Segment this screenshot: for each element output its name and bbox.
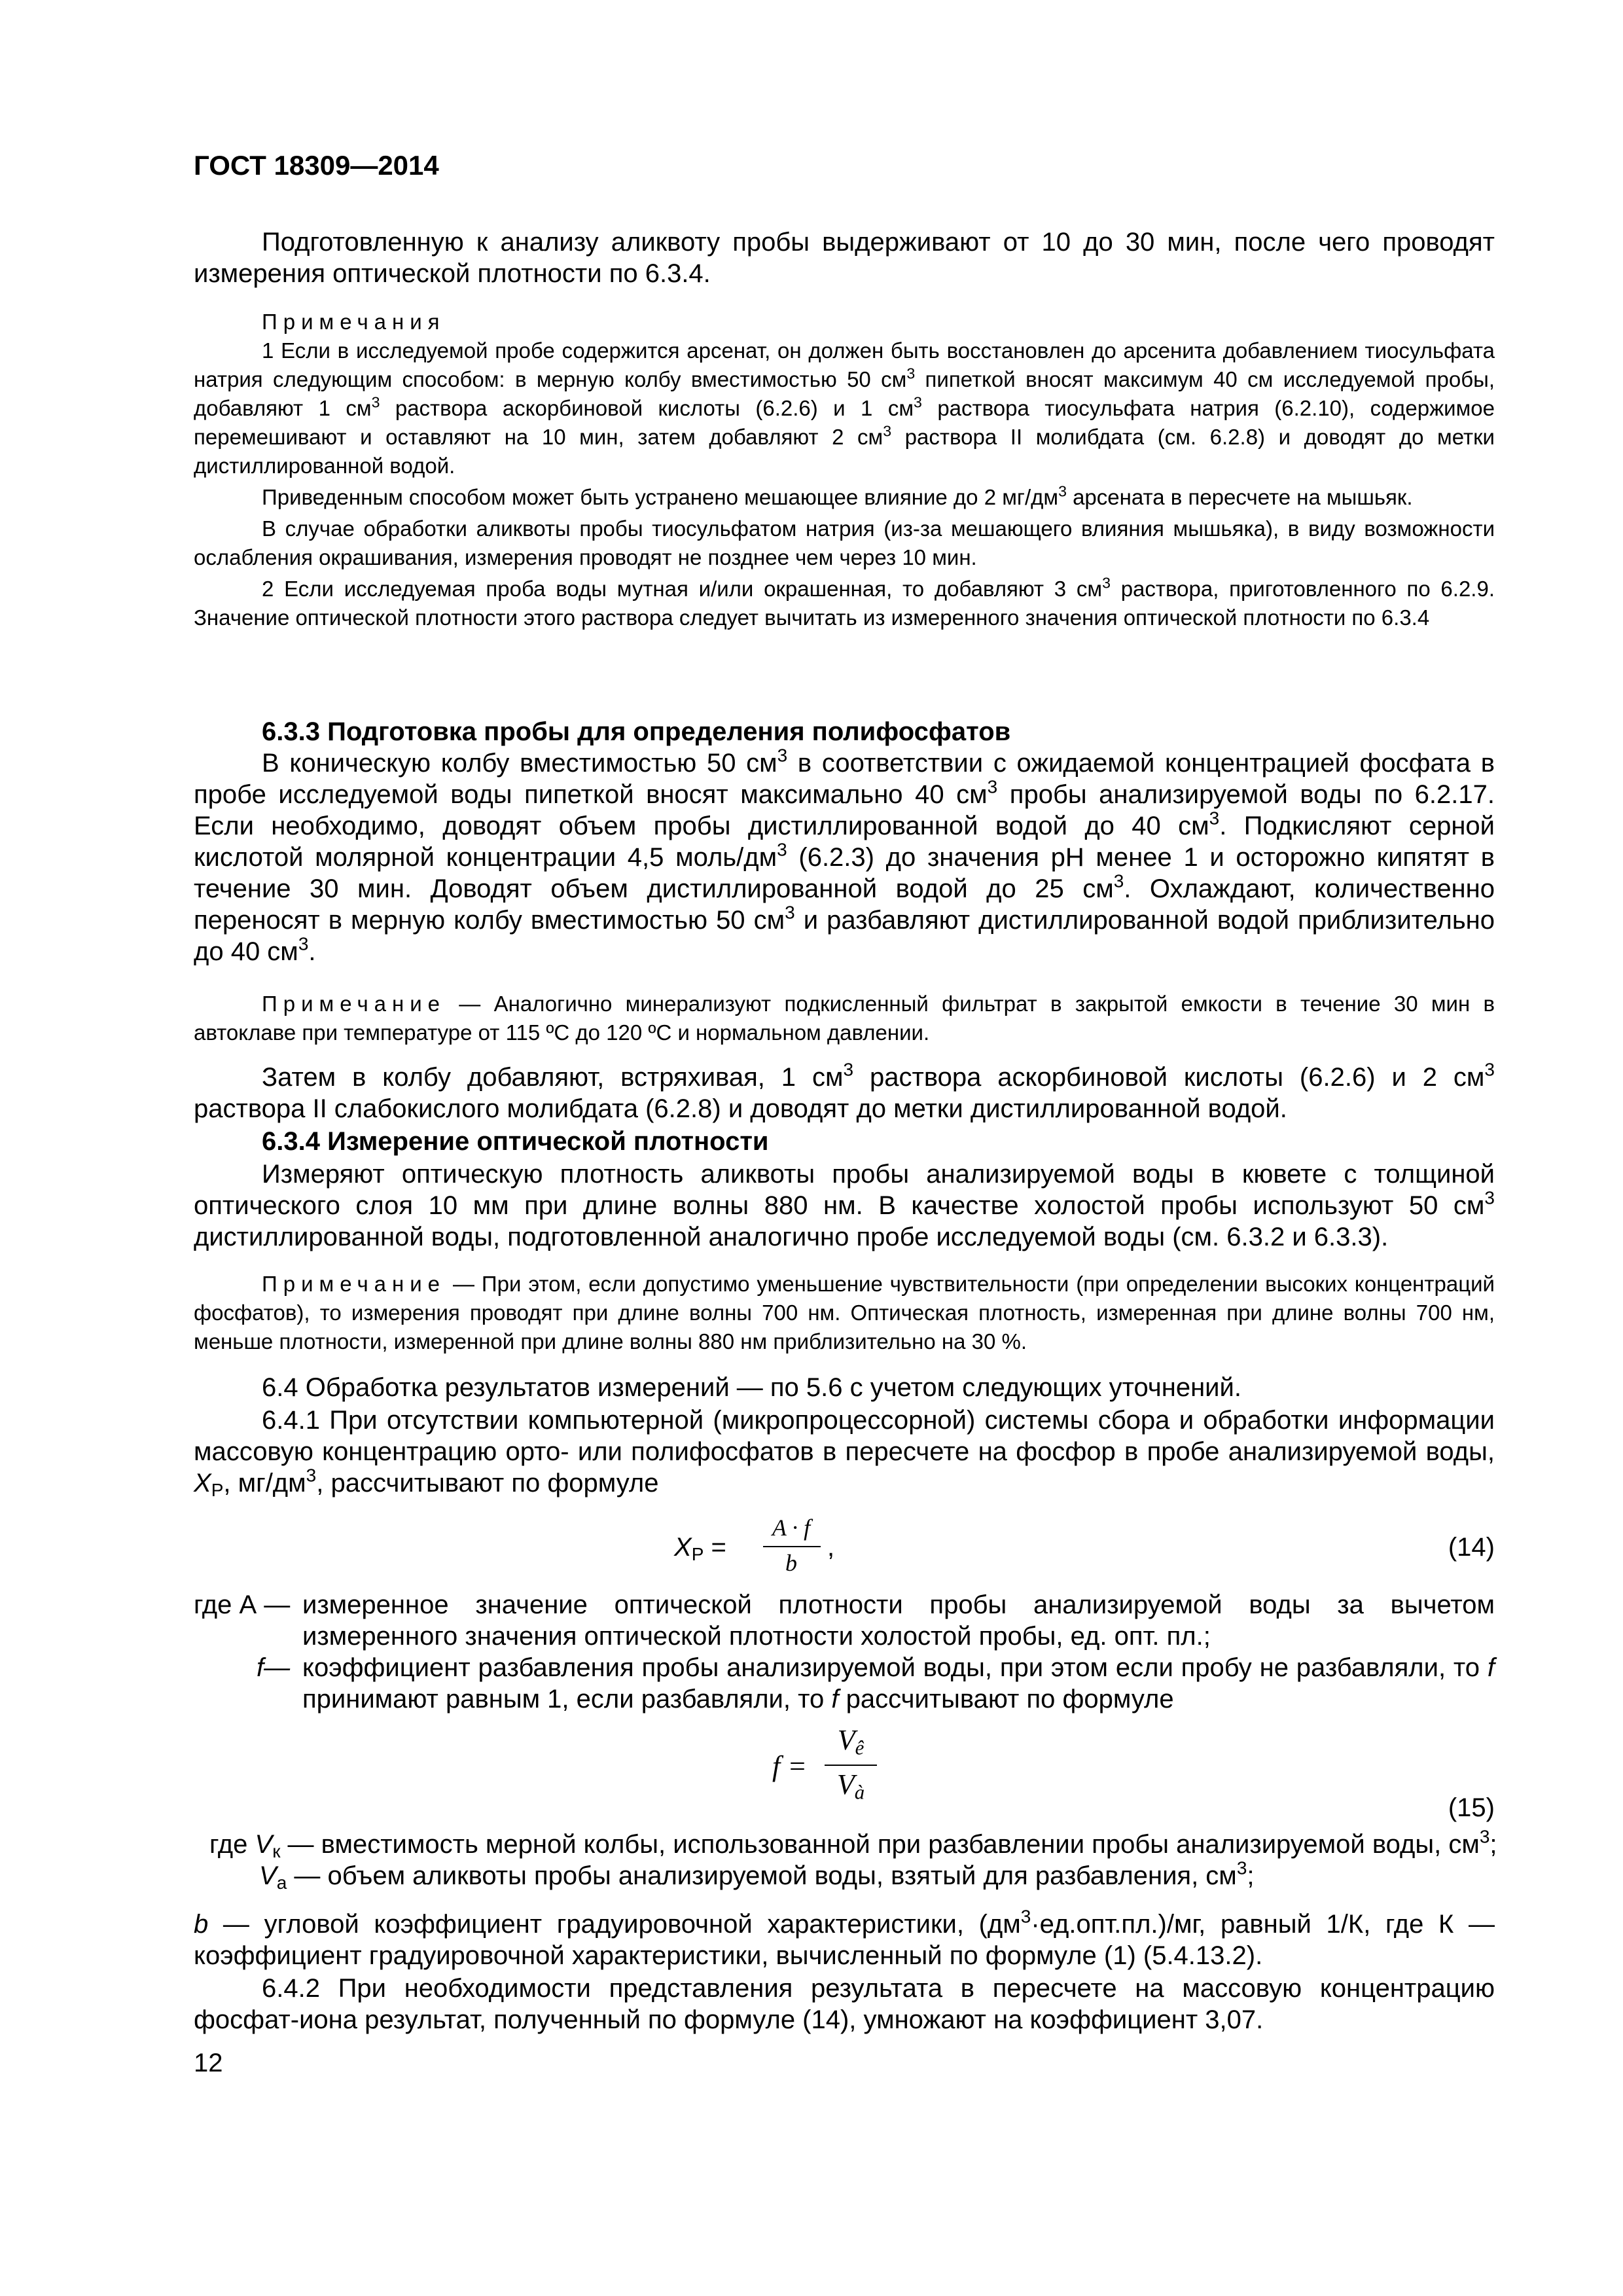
doc-id: ГОСТ 18309—2014 (194, 150, 439, 181)
notes-heading: Примечания (262, 310, 446, 334)
note-1-paragraph-2: Приведенным способом может быть устранено мешающее влияние до 2 $мг/дм^3$ арсената в пересчете на мышьяк. (262, 482, 1413, 509)
paragraph-6-4-1: 6.4.1 При отсутствии компьютерной (микропроцессорной) системы сбора и обработки информации массовую концентрацию орто- или полифосфатов в пересчете на фосфор в пробе анализируемой воды, $X_P$, $мг/дм^3$, рассчитывают по формуле (194, 1406, 1495, 1500)
where-va: $V_а$ — объем аликвоты пробы анализируемой воды, взятый для разбавления, $см^3$; (259, 1857, 1255, 1893)
section-6-3-4-title: 6.3.4 Измерение оптической плотности (262, 1127, 769, 1156)
note-2: 2 Если исследуемая проба воды мутная и/или окрашенная, то добавляют 3 $см^3$ раствора, приготовленного по 6.2.9. Значение оптической плотности этого раствора следует вычитать из измеренного значения оптической плотности по 6.3.4 (194, 574, 1495, 630)
note-1: 1 Если в исследуемой пробе содержится арсенат, он должен быть восстановлен до арсенита добавлением тиосульфата натрия следующим способом: в мерную колбу вместимостью 50 $см^3$ пипеткой вносят максимум 40 см исследуемой пробы, добавляют 1 $см^3$ раствора аскорбиновой кислоты (6.2.6) и 1 $см^3$ раствора тиосульфата натрия (6.2.10), содержимое перемешивают и оставляют на 10 мин, затем добавляют 2 $см^3$ раствора II молибдата (см. 6.2.8) и доводят до метки дистиллированной водой. (194, 338, 1495, 478)
page-number: 12 (194, 2049, 223, 2077)
doc-header (194, 149, 439, 182)
section-6-3-3-note: Примечание — Аналогично минерализуют подкисленный фильтрат в закрытой емкости в течение 30 мин в автоклаве при температуре от 115 ºС до 120 ºС и нормальном давлении. (194, 992, 1495, 1045)
intro-paragraph: Подготовленную к анализу аликвоту пробы выдерживают от 10 до 30 мин, после чего проводят измерения оптической плотности по 6.3.4. (194, 228, 1495, 288)
section-6-3-3-paragraph-2: Затем в колбу добавляют, встряхивая, 1 $см^3$ раствора аскорбиновой кислоты (6.2.6) и 2 $см^3$ раствора II слабокислого молибдата (6.2.8) и доводят до метки дистиллированной водой. (194, 1059, 1495, 1123)
formula-15: f = $V_ê$ $V_à$ (772, 1724, 903, 1816)
note-1-paragraph-3: В случае обработки аликвоты пробы тиосульфатом натрия (из-за мешающего влияния мышьяка), в виду возможности ослабления окрашивания, измерения проводят не позднее чем через 10 мин. (194, 516, 1495, 569)
formula-15-number: (15) (1448, 1793, 1495, 1822)
section-6-3-4-body: Измеряют оптическую плотность аликвоты пробы анализируемой воды в кювете с толщиной оптического слоя 10 мм при длине волны 880 нм. В качестве холостой пробы используют 50 $см^3$ дистиллированной воды, подготовленной аналогично пробе исследуемой воды (см. 6.3.2 и 6.3.3). (194, 1160, 1495, 1251)
formula-14-number: (14) (1448, 1533, 1495, 1562)
section-6-3-3-title: 6.3.3 Подготовка пробы для определения полифосфатов (262, 717, 1011, 746)
where-b: b — угловой коэффициент градуировочной характеристики, $(дм^3\cdot ед.опт.пл.)/мг$, равный 1/К, где К — коэффициент градуировочной характеристики, вычисленный по формуле (1) (5.4.13.2). (194, 1906, 1495, 1970)
section-6-4-title: 6.4 Обработка результатов измерений — по 5.6 с учетом следующих уточнений. (262, 1373, 1241, 1402)
paragraph-6-4-2: 6.4.2 При необходимости представления результата в пересчете на массовую концентрацию фосфат-иона результат, полученный по формуле (14), умножают на коэффициент 3,07. (194, 1974, 1495, 2034)
section-6-3-3-body: В коническую колбу вместимостью 50 $см^3$ в соответствии с ожидаемой концентрацией фосфата в пробе исследуемой воды пипеткой вносят максимально 40 $см^3$ пробы анализируемой воды по 6.2.17. Если необходимо, доводят объем пробы дистиллированной водой до 40 $см^3$. Подкисляют серной кислотой молярной концентрации 4,5 моль/$дм^3$ (6.2.3) до значения pH менее 1 и осторожно кипятят в течение 30 мин. Доводят объем дистиллированной водой до 25 $см^3$. Охлаждают, количественно переносят в мерную колбу вместимостью 50 $см^3$ и разбавляют дистиллированной водой приблизительно до 40 $см^3$. (194, 745, 1495, 966)
formula-14: $X_P$ = A · f b , (674, 1515, 835, 1576)
where-vk: где $V_к$ — вместимость мерной колбы, использованной при разбавлении пробы анализируемой воды, $см^3$; (209, 1826, 1497, 1861)
section-6-3-4-note: Примечание — При этом, если допустимо уменьшение чувствительности (при определении высоких концентраций фосфатов), то измерения проводят при длине волны 700 нм. Оптическая плотность, измеренная при длине волны 700 нм, меньше плотности, измеренной при длине волны 880 нм приблизительно на 30 %. (194, 1272, 1495, 1354)
document-page: ГОСТ 18309—2014 Подготовленную к анализу аликвоту пробы выдерживают от 10 до 30 мин, после чего проводят измерения оптической плотности по 6.3.4. Примечания 1 Если в исследуемой пробе содержится арсенат, он должен быть восстановлен до арсенита добавлением тиосульфата натрия следующим способом: в мерную колбу вместимостью 50 $см^3$ пипеткой вносят максимум 40 см исследуемой пробы, добавляют 1 $см^3$ раствора аскорбиновой кислоты (6.2.6) и 1 $см^3$ раствора тиосульфата натрия (6.2.10), содержимое перемешивают и оставляют на 10 мин, затем добавляют 2 $см^3$ раствора II молибдата (см. 6.2.8) и доводят до метки дистиллированной водой. Приведенным способом может быть устранено мешающее влияние до 2 $мг/дм^3$ арсената в пересчете на мышьяк. В случае обработки аликвоты пробы тиосульфатом натрия (из-за мешающего влияния мышьяка), в виду возможности ослабления окрашивания, измерения проводят не позднее чем через 10 мин. 2 Если исследуемая проба воды мутная и/или окрашенная, то добавляют 3 $см^3$ раствора, приготовленного по 6.2.9. Значение оптической плотности этого раствора следует вычитать из измеренного значения оптической плотности по 6.3.4 6.3.3 Подготовка пробы для определения полифосфатов В коническую колбу вместимостью 50 $см^3$ в соответствии с ожидаемой концентрацией фосфата в пробе исследуемой воды пипеткой вносят максимально 40 $см^3$ пробы анализируемой воды по 6.2.17. Если необходимо, доводят объем пробы дистиллированной водой до 40 $см^3$. Подкисляют серной кислотой молярной концентрации 4,5 моль/$дм^3$ (6.2.3) до значения pH менее 1 и осторожно кипятят в течение 30 мин. Доводят объем дистиллированной водой до 25 $см^3$. Охлаждают, количественно переносят в мерную колбу вместимостью 50 $см^3$ и разбавляют дистиллированной водой приблизительно до 40 $см^3$. Примечание — Аналогично минерализуют подкисленный фильтрат в закрытой емкости в течение 30 мин в автоклаве при температуре от 115 ºС до 120 ºС и нормальном давлении. Затем в колбу добавляют, встряхивая, 1 $см^3$ раствора аскорбиновой кислоты (6.2.6) и 2 $см^3$ раствора II слабокислого молибдата (6.2.8) и доводят до метки дистиллированной водой. 6.3.4 Измерение оптической плотности Измеряют оптическую плотность аликвоты пробы анализируемой воды в кювете с толщиной оптического слоя 10 мм при длине волны 880 нм. В качестве холостой пробы используют 50 $см^3$ дистиллированной воды, подготовленной аналогично пробе исследуемой воды (см. 6.3.2 и 6.3.3). Примечание — При этом, если допустимо уменьшение чувствительности (при определении высоких концентраций фосфатов), то измерения проводят при длине волны 700 нм. Оптическая плотность, измеренная при длине волны 700 нм, меньше плотности, измеренной при длине волны 880 нм приблизительно на 30 %. 6.4 Обработка результатов измерений — по 5.6 с учетом следующих уточнений. 6.4.1 При отсутствии компьютерной (микропроцессорной) системы сбора и обработки информации массовую концентрацию орто- или полифосфатов в пересчете на фосфор в пробе анализируемой воды, $X_P$, $мг/дм^3$, рассчитывают по формуле $X_P$ = A · f b , (14) где А — измеренное значение оптической плотности пробы анализируемой воды за вычетом измеренного значения оптической плотности холостой пробы, ед. опт. пл.; f— коэффициент разбавления пробы анализируемой воды, при этом если пробу не разбавляли, то f принимают равным 1, если разбавляли, то f рассчитывают по формуле f = $V_ê$ $V_à$ (15) где $V_к$ — вместимость мерной колбы, использованной при разбавлении пробы анализируемой воды, $см^3$; $V_а$ — объем аликвоты пробы анализируемой воды, взятый для разбавления, $см^3$; b — угловой коэффициент градуировочной характеристики, $(дм^3\cdot ед.опт.пл.)/мг$, равный 1/К, где К — коэффициент градуировочной характеристики, вычисленный по формуле (1) (5.4.13.2). 6.4.2 При необходимости представления результата в пересчете на массовую концентрацию фосфат-иона результат, полученный по формуле (14), умножают на коэффициент 3,07. 12 (194, 150, 1497, 2077)
notes-block-1 (194, 308, 1495, 632)
